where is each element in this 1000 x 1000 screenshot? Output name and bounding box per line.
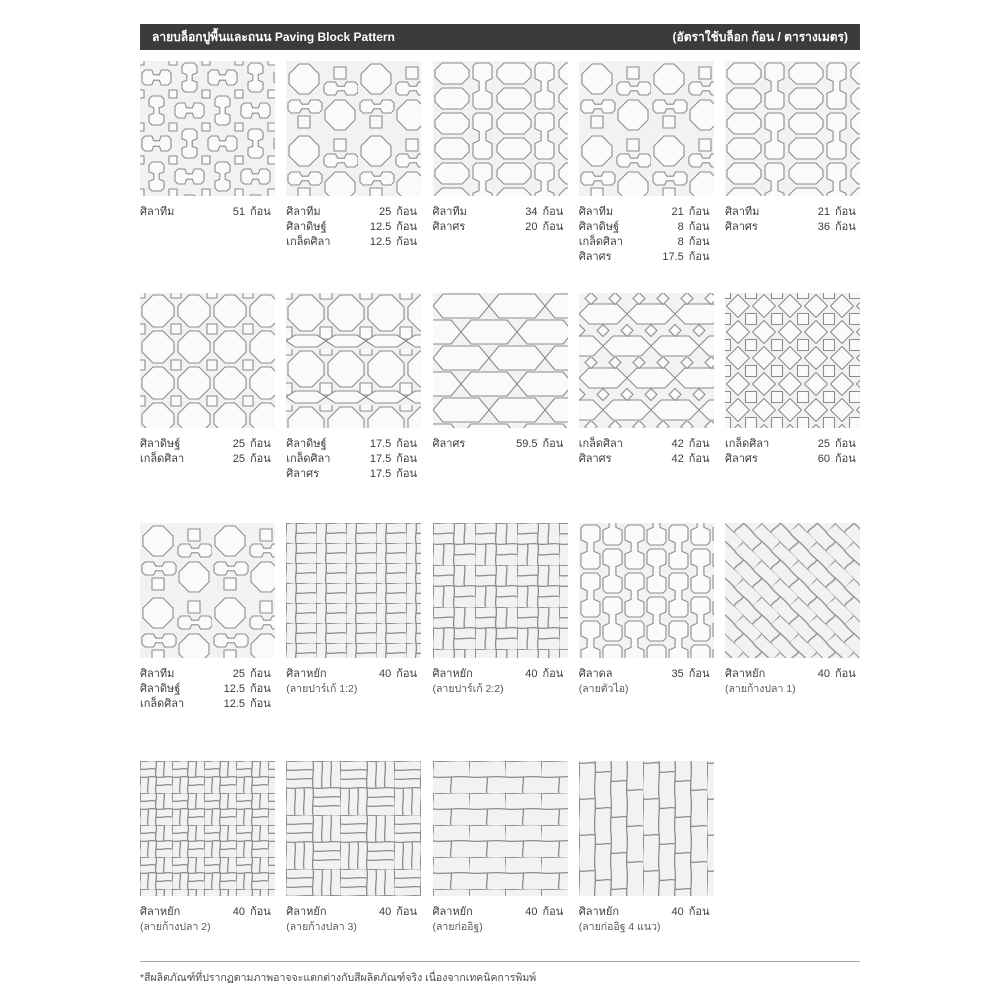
tile-labels: [579, 905, 714, 935]
pattern-row-2: [140, 293, 860, 523]
paving-pattern-swatch: [433, 293, 568, 428]
block-name: ศิลาทีม: [140, 206, 175, 218]
unit-label: ก้อน: [250, 668, 271, 680]
label-line: [140, 905, 275, 920]
block-quantity: 40: [525, 906, 538, 918]
unit-label: ก้อน: [688, 453, 710, 465]
block-name: ศิลาหยัก: [286, 668, 327, 680]
pattern-tile: [286, 523, 421, 697]
block-quantity: 34: [525, 206, 538, 218]
paving-pattern-swatch: [725, 293, 860, 428]
pattern-tile: [579, 523, 714, 697]
unit-label: ก้อน: [688, 206, 710, 218]
paving-pattern-swatch: [433, 523, 568, 658]
pattern-row-4: [140, 761, 860, 935]
paving-pattern-swatch: [579, 293, 714, 428]
label-line: [725, 452, 860, 467]
pattern-tile: [140, 293, 275, 467]
paving-pattern-swatch: [579, 61, 714, 196]
block-quantity: 25: [817, 438, 830, 450]
unit-label: ก้อน: [688, 221, 710, 233]
block-quantity: 17.5: [369, 468, 392, 480]
block-quantity: 40: [232, 906, 245, 918]
unit-label: ก้อน: [396, 206, 418, 218]
label-line: [725, 437, 860, 452]
block-quantity: 40: [379, 906, 392, 918]
block-name: เกล็ดศิลา: [578, 438, 623, 450]
label-line: [579, 452, 714, 467]
block-quantity: 51: [232, 206, 245, 218]
pattern-tile: [433, 761, 568, 935]
unit-label: ก้อน: [542, 221, 564, 233]
pattern-variant-label: (ลายตัวไอ): [578, 683, 629, 695]
pattern-variant-label: (ลายปาร์เก้ 2:2): [432, 683, 504, 695]
block-name: เกล็ดศิลา: [286, 236, 331, 248]
pattern-tile: [286, 61, 421, 250]
tile-labels: [140, 905, 275, 935]
label-line: [579, 235, 714, 250]
pattern-tile: [140, 761, 275, 935]
block-quantity: 40: [525, 668, 538, 680]
block-name: เกล็ดศิลา: [578, 236, 623, 248]
unit-label: ก้อน: [688, 251, 710, 263]
block-quantity: 40: [671, 906, 684, 918]
block-name: เกล็ดศิลา: [140, 698, 185, 710]
block-quantity: 35: [671, 668, 684, 680]
label-line: [579, 205, 714, 220]
tile-labels: [140, 667, 275, 712]
tile-labels: [140, 205, 275, 220]
block-name: ศิลาทีม: [432, 206, 467, 218]
unit-label: ก้อน: [250, 438, 271, 450]
block-quantity: 42: [671, 438, 684, 450]
label-line: [579, 220, 714, 235]
unit-label: ก้อน: [396, 221, 418, 233]
block-name: ศิลาหยัก: [578, 906, 620, 918]
block-name: เกล็ดศิลา: [140, 453, 185, 465]
tile-labels: [286, 667, 421, 697]
block-quantity: 25: [232, 668, 245, 680]
block-quantity: 17.5: [369, 438, 392, 450]
unit-label: ก้อน: [250, 906, 271, 918]
paving-pattern-swatch: [286, 523, 421, 658]
block-name: ศิลาหยัก: [140, 906, 181, 918]
label-line: [140, 682, 275, 697]
label-line: [579, 667, 714, 682]
unit-note: (อัตราใช้บล็อก ก้อน / ตารางเมตร): [672, 29, 848, 44]
unit-label: ก้อน: [542, 206, 564, 218]
block-name: ศิลาดล: [578, 668, 613, 680]
paving-pattern-swatch: [140, 293, 275, 428]
tile-labels: [579, 667, 714, 697]
pattern-grid: [140, 61, 860, 935]
unit-label: ก้อน: [688, 668, 710, 680]
block-quantity: 40: [817, 668, 830, 680]
block-quantity: 17.5: [662, 251, 684, 263]
block-name: ศิลาดิษฐ์: [140, 683, 181, 695]
block-quantity: 59.5: [516, 438, 538, 450]
unit-label: ก้อน: [396, 438, 418, 450]
tile-labels: [140, 437, 275, 467]
pattern-variant-label: (ลายก้างปลา 3): [286, 921, 357, 933]
unit-label: ก้อน: [542, 668, 564, 680]
block-name: ศิลาทีม: [286, 206, 321, 218]
label-line: [579, 905, 714, 920]
block-quantity: 20: [525, 221, 538, 233]
unit-label: ก้อน: [250, 698, 271, 710]
unit-label: ก้อน: [688, 236, 710, 248]
tile-labels: [725, 437, 860, 467]
unit-label: ก้อน: [250, 683, 271, 695]
print-disclaimer: *สีผลิตภัณฑ์ที่ปรากฏตามภาพอาจจะแตกต่างกับสีผลิตภัณฑ์จริง เนื่องจากเทคนิคการพิมพ์: [140, 972, 537, 984]
unit-label: ก้อน: [396, 236, 418, 248]
unit-label: ก้อน: [835, 221, 856, 233]
pattern-tile: [140, 523, 275, 712]
block-name: ศิลาศร: [286, 468, 320, 480]
block-quantity: 42: [671, 453, 684, 465]
paving-pattern-swatch: [433, 761, 568, 896]
header-bar: [140, 24, 860, 50]
label-line: [433, 667, 568, 682]
label-line: [433, 205, 568, 220]
block-name: ศิลาศร: [725, 453, 758, 465]
paving-pattern-swatch: [579, 761, 714, 896]
block-name: เกล็ดศิลา: [286, 453, 331, 465]
pattern-tile: [579, 761, 714, 935]
label-line: [140, 667, 275, 682]
unit-label: ก้อน: [835, 438, 856, 450]
block-quantity: 21: [817, 206, 830, 218]
unit-label: ก้อน: [542, 906, 564, 918]
block-name: ศิลาดิษฐ์: [578, 221, 620, 233]
tile-labels: [433, 905, 568, 935]
unit-label: ก้อน: [835, 453, 856, 465]
label-line: [286, 467, 421, 482]
label-line: [140, 205, 275, 220]
pattern-tile: [579, 61, 714, 265]
tile-labels: [579, 437, 714, 467]
pattern-variant-label: (ลายปาร์เก้ 1:2): [286, 683, 358, 695]
pattern-tile: [725, 523, 860, 697]
pattern-tile: [433, 61, 568, 235]
block-quantity: 12.5: [223, 698, 245, 710]
block-name: ศิลาดิษฐ์: [286, 438, 327, 450]
label-line: [433, 905, 568, 920]
label-line: [725, 220, 860, 235]
tile-labels: [286, 905, 421, 935]
paving-pattern-swatch: [140, 523, 275, 658]
label-line: [286, 437, 421, 452]
tile-labels: [579, 205, 714, 265]
paving-pattern-swatch: [725, 61, 860, 196]
label-line: [579, 437, 714, 452]
block-name: ศิลาหยัก: [286, 906, 327, 918]
paving-pattern-swatch: [286, 293, 421, 428]
label-line: [286, 205, 421, 220]
pattern-tile: [286, 761, 421, 935]
block-name: ศิลาหยัก: [725, 668, 766, 680]
pattern-tile: [433, 523, 568, 697]
label-line: [140, 452, 275, 467]
paving-pattern-swatch: [140, 61, 275, 196]
unit-label: ก้อน: [250, 453, 271, 465]
tile-labels: [725, 205, 860, 235]
paving-pattern-swatch: [579, 523, 714, 658]
block-quantity: 12.5: [223, 683, 245, 695]
pattern-variant-label: (ลายก้างปลา 1): [725, 683, 796, 695]
unit-label: ก้อน: [396, 906, 418, 918]
tile-labels: [433, 667, 568, 697]
footnote: [140, 961, 860, 986]
pattern-variant-label: (ลายก้างปลา 2): [140, 921, 211, 933]
pattern-variant-label: (ลายก่ออิฐ): [432, 921, 483, 933]
block-quantity: 12.5: [369, 236, 392, 248]
label-line: [725, 667, 860, 682]
block-name: ศิลาทีม: [140, 668, 175, 680]
block-quantity: 8: [677, 236, 684, 248]
pattern-tile: [286, 293, 421, 482]
tile-labels: [725, 667, 860, 697]
label-line: [725, 205, 860, 220]
label-line: [286, 667, 421, 682]
pattern-tile: [725, 293, 860, 467]
block-quantity: 21: [671, 206, 684, 218]
block-name: ศิลาหยัก: [432, 668, 473, 680]
tile-labels: [433, 205, 568, 235]
block-quantity: 8: [677, 221, 684, 233]
pattern-variant-label: (ลายก่ออิฐ 4 แนว): [578, 921, 661, 933]
label-line: [286, 452, 421, 467]
label-line: [579, 250, 714, 265]
block-name: ศิลาศร: [725, 221, 758, 233]
tile-labels: [286, 437, 421, 482]
unit-label: ก้อน: [688, 906, 710, 918]
block-quantity: 25: [379, 206, 392, 218]
label-line: [286, 905, 421, 920]
paving-pattern-swatch: [433, 61, 568, 196]
block-name: ศิลาศร: [578, 453, 612, 465]
label-line: [433, 437, 568, 452]
unit-label: ก้อน: [542, 438, 564, 450]
paving-pattern-swatch: [286, 61, 421, 196]
unit-label: ก้อน: [835, 206, 856, 218]
pattern-tile: [433, 293, 568, 452]
block-quantity: 17.5: [369, 453, 392, 465]
unit-label: ก้อน: [688, 438, 710, 450]
paving-pattern-swatch: [286, 761, 421, 896]
label-line: [286, 220, 421, 235]
unit-label: ก้อน: [250, 206, 271, 218]
pattern-tile: [579, 293, 714, 467]
unit-label: ก้อน: [396, 453, 418, 465]
block-name: ศิลาทีม: [725, 206, 760, 218]
pattern-tile: [140, 61, 275, 220]
block-quantity: 25: [232, 453, 245, 465]
label-line: [140, 697, 275, 712]
label-line: [140, 437, 275, 452]
pattern-row-1: [140, 61, 860, 293]
page-content: [140, 24, 860, 935]
block-name: เกล็ดศิลา: [725, 438, 770, 450]
block-name: ศิลาศร: [578, 251, 612, 263]
page-title: ลายบล็อกปูพื้นและถนน Paving Block Pattern: [152, 29, 395, 44]
pattern-tile: [725, 61, 860, 235]
block-name: ศิลาศร: [432, 438, 466, 450]
block-name: ศิลาดิษฐ์: [286, 221, 327, 233]
pattern-row-3: [140, 523, 860, 761]
unit-label: ก้อน: [835, 668, 856, 680]
block-quantity: 25: [232, 438, 245, 450]
block-quantity: 60: [817, 453, 830, 465]
label-line: [433, 220, 568, 235]
block-quantity: 40: [379, 668, 392, 680]
label-line: [286, 235, 421, 250]
paving-pattern-swatch: [725, 523, 860, 658]
block-name: ศิลาหยัก: [432, 906, 473, 918]
tile-labels: [433, 437, 568, 452]
block-quantity: 36: [817, 221, 830, 233]
block-name: ศิลาดิษฐ์: [140, 438, 181, 450]
unit-label: ก้อน: [396, 668, 418, 680]
block-name: ศิลาทีม: [578, 206, 614, 218]
paving-pattern-swatch: [140, 761, 275, 896]
tile-labels: [286, 205, 421, 250]
block-name: ศิลาศร: [432, 221, 466, 233]
block-quantity: 12.5: [369, 221, 392, 233]
unit-label: ก้อน: [396, 468, 418, 480]
